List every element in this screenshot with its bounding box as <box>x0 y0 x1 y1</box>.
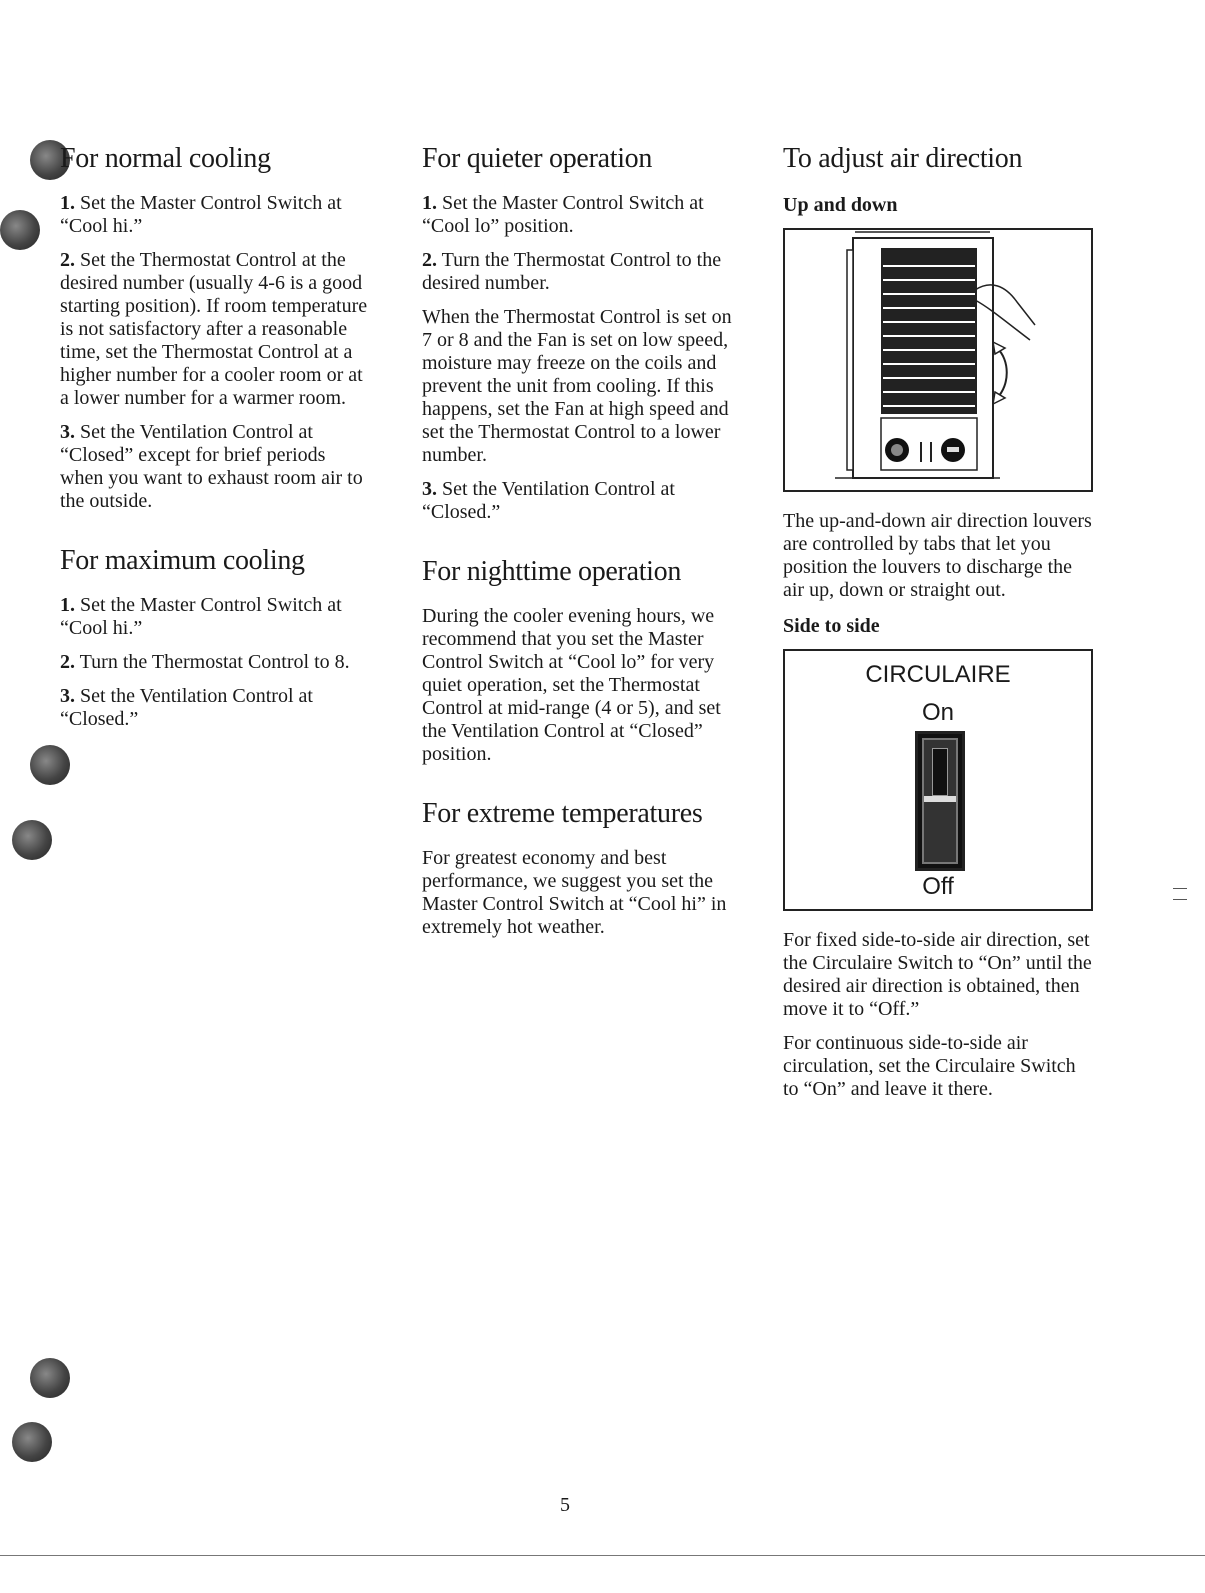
step-number: 2. <box>422 249 437 271</box>
bottom-rule <box>0 1555 1205 1556</box>
step-number: 1. <box>422 192 437 214</box>
heading-nighttime-operation: For nighttime operation <box>422 556 682 587</box>
step-text: Turn the Thermostat Control to the desired number. <box>422 249 722 294</box>
column-air-direction <box>783 140 1093 1112</box>
column-quieter-nighttime-extreme <box>422 140 732 950</box>
normal-step-2 <box>60 249 370 410</box>
circulaire-label: CIRCULAIRE <box>865 661 1011 688</box>
step-number: 3. <box>60 685 75 707</box>
subheading-side-to-side: Side to side <box>783 615 880 637</box>
heading-extreme-temperatures: For extreme temperatures <box>422 798 703 829</box>
max-step-3 <box>60 685 370 731</box>
binder-hole <box>30 745 70 785</box>
extreme-paragraph: For greatest economy and best performance, we suggest you set the Master Control Switch at “Cool hi” in extremely hot weather. <box>422 847 727 938</box>
heading-normal-cooling: For normal cooling <box>60 143 271 174</box>
switch-off-label: Off <box>922 873 954 900</box>
step-text: Set the Ventilation Control at “Closed.” <box>422 478 675 523</box>
step-number: 2. <box>60 651 75 673</box>
updown-paragraph: The up-and-down air direction louvers are controlled by tabs that let you position the louvers to discharge the air up, down or straight out. <box>783 510 1092 601</box>
step-text: Set the Thermostat Control at the desired number (usually 4-6 is a good starting position). If room temperature is not satisfactory after a reasonable time, set the Thermostat Control at a higher number for a cooler room or at a lower number for a warmer room. <box>60 249 368 409</box>
max-step-1 <box>60 594 370 640</box>
side-paragraph-1: For fixed side-to-side air direction, set the Circulaire Switch to “On” until the desired air direction is obtained, then move it to “Off.” <box>783 929 1092 1020</box>
step-number: 3. <box>60 421 75 443</box>
step-text: Turn the Thermostat Control to 8. <box>79 651 350 673</box>
normal-step-1 <box>60 192 370 238</box>
column-normal-maximum-cooling <box>60 140 370 742</box>
step-number: 1. <box>60 192 75 214</box>
heading-air-direction: To adjust air direction <box>783 143 1023 174</box>
step-text: Set the Master Control Switch at “Cool hi.” <box>60 594 342 639</box>
binder-hole <box>12 820 52 860</box>
max-step-2 <box>60 651 370 674</box>
air-conditioner-louvers-icon <box>785 230 1091 490</box>
quiet-paragraph: When the Thermostat Control is set on 7 or 8 and the Fan is set on low speed, moisture may freeze on the coils and prevent the unit from cooling. If this happens, set the Fan at high speed and set the Thermostat Control to a lower number. <box>422 306 732 466</box>
binder-hole <box>30 1358 70 1398</box>
louver-illustration <box>783 228 1093 492</box>
page-number: 5 <box>560 1494 570 1516</box>
quiet-step-2 <box>422 249 732 295</box>
circulaire-switch-illustration <box>783 649 1093 911</box>
step-text: Set the Master Control Switch at “Cool hi.” <box>60 192 342 237</box>
step-number: 1. <box>60 594 75 616</box>
step-number: 3. <box>422 478 437 500</box>
binder-hole <box>12 1422 52 1462</box>
step-text: Set the Master Control Switch at “Cool lo” position. <box>422 192 704 237</box>
quiet-step-1 <box>422 192 732 238</box>
step-text: Set the Ventilation Control at “Closed” except for brief periods when you want to exhaust room air to the outside. <box>60 421 363 512</box>
heading-quieter-operation: For quieter operation <box>422 143 653 174</box>
rocker-switch-icon <box>915 731 965 871</box>
step-text: Set the Ventilation Control at “Closed.” <box>60 685 313 730</box>
quiet-step-3 <box>422 478 732 524</box>
binder-hole <box>0 210 40 250</box>
heading-maximum-cooling: For maximum cooling <box>60 545 305 576</box>
switch-on-label: On <box>921 699 954 726</box>
step-number: 2. <box>60 249 75 271</box>
edge-mark <box>1173 888 1187 900</box>
normal-step-3 <box>60 421 370 513</box>
subheading-up-and-down: Up and down <box>783 194 898 216</box>
side-paragraph-2: For continuous side-to-side air circulation, set the Circulaire Switch to “On” and leave it there. <box>783 1032 1076 1100</box>
night-paragraph: During the cooler evening hours, we recommend that you set the Master Control Switch at “Cool lo” for very quiet operation, set the Thermostat Control at mid-range (4 or 5), and set the Ventilation Control at “Closed” position. <box>422 605 721 765</box>
